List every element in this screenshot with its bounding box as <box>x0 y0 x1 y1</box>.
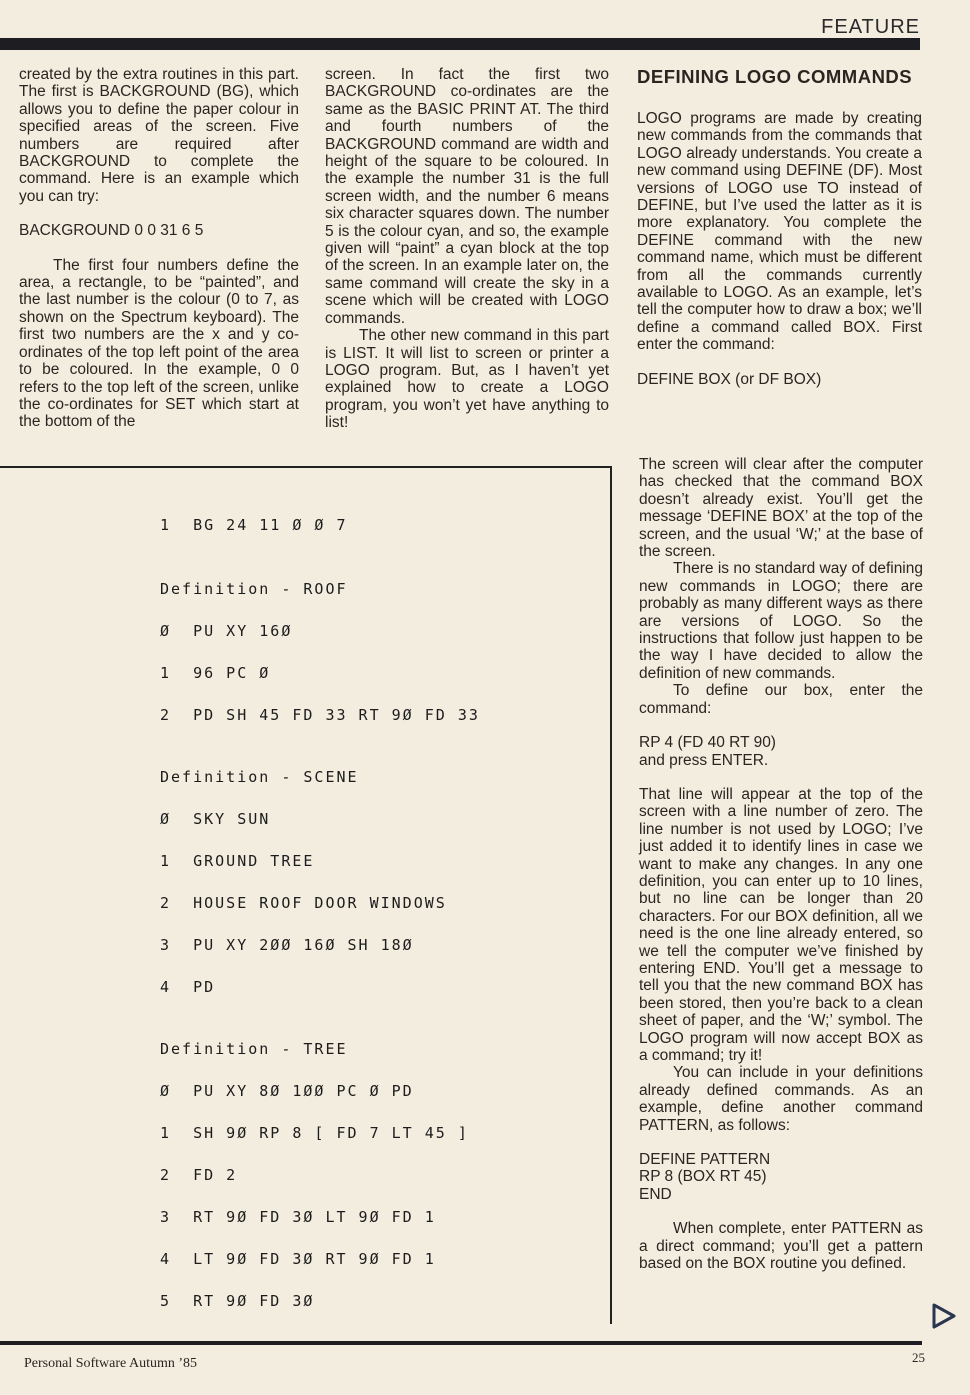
column-2 <box>325 66 609 432</box>
paragraph: LOGO programs are made by creating new commands from the commands that LOGO already understands. You create a new command using DEFINE (DF). Most versions of LOGO use TO instead of DEFINE, but I’ve used the latter as it is more explanatory. You complete the DEFINE command with the new command name, which must be different from all the commands currently available to LOGO. As an example, let’s tell the computer how to draw a box; we’ll define a command called BOX. First enter the command: <box>637 110 922 354</box>
column-1 <box>19 66 299 431</box>
section-heading: DEFINING LOGO COMMANDS <box>637 66 913 87</box>
listing-line: 1 SH 9Ø RP 8 [ FD 7 LT 45 ] <box>160 1124 469 1142</box>
listing-line: 3 RT 9Ø FD 3Ø LT 9Ø FD 1 <box>160 1208 436 1226</box>
code-example: RP 4 (FD 40 RT 90) <box>639 734 776 752</box>
listing-line: 1 GROUND TREE <box>160 852 315 870</box>
listing-definition-heading: Definition - TREE <box>160 1040 348 1058</box>
code-example: END <box>639 1185 672 1203</box>
code-example-note: and press ENTER. <box>639 751 769 769</box>
listing-line: 3 PU XY 2ØØ 16Ø SH 18Ø <box>160 936 414 954</box>
top-rule <box>0 38 920 50</box>
code-example: RP 8 (BOX RT 45) <box>639 1168 767 1186</box>
program-listing-box <box>0 466 612 1324</box>
paragraph: created by the extra routines in this part. The first is BACKGROUND (BG), which allows you to define the paper colour in specified areas of the screen. Five numbers are required after BACKGROUND to complete the command. Here is an example which you can try: <box>19 66 299 205</box>
triangle-right-icon <box>931 1302 957 1330</box>
listing-line: 5 RT 9Ø FD 3Ø <box>160 1292 315 1310</box>
listing-definition-heading: Definition - SCENE <box>160 768 359 786</box>
paragraph: When complete, enter PATTERN as a direct command; you’ll get a pattern based on the BOX routine you defined. <box>639 1220 923 1273</box>
paragraph: There is no standard way of defining new commands in LOGO; there are probably as many different ways as there are versions of LOGO. So the instructions that follow just happen to be the way I have decided to allow the definition of new commands. <box>639 560 923 682</box>
code-example: DEFINE PATTERN <box>639 1151 771 1169</box>
column-3 <box>637 66 922 388</box>
section-tag: FEATURE <box>821 16 920 38</box>
listing-line: 4 LT 9Ø FD 3Ø RT 9Ø FD 1 <box>160 1250 436 1268</box>
listing-line: Ø PU XY 16Ø <box>160 622 293 640</box>
listing-line: Ø SKY SUN <box>160 810 271 828</box>
paragraph: The other new command in this part is LIST. It will list to screen or printer a LOGO program. But, as I haven’t yet explained how to create a LOGO program, you won’t yet have anything to list! <box>325 327 609 432</box>
paragraph: You can include in your definitions already defined commands. As an example, define another command PATTERN, as follows: <box>639 1064 923 1134</box>
paragraph: The first four numbers define the area, a rectangle, to be “painted”, and the last number is the colour (0 to 7, as shown on the Spectrum keyboard). The first two numbers are the x and y coordinates of the top left point of the area to be coloured. In the example, 0 0 refers to the top left of the screen, unlike the co-ordinates for SET which start at the bottom of the <box>19 256 299 431</box>
listing-line: 2 FD 2 <box>160 1166 238 1184</box>
paragraph: To define our box, enter the command: <box>639 682 923 717</box>
listing-line: 1 BG 24 11 Ø Ø 7 <box>160 516 348 534</box>
code-example: BACKGROUND 0 0 31 6 5 <box>19 222 204 240</box>
listing-line: Ø PU XY 8Ø 1ØØ PC Ø PD <box>160 1082 414 1100</box>
listing-definition-heading: Definition - ROOF <box>160 580 348 598</box>
listing-line: 1 96 PC Ø <box>160 664 271 682</box>
listing-line: 2 PD SH 45 FD 33 RT 9Ø FD 33 <box>160 706 480 724</box>
column-3-continued <box>639 456 923 1272</box>
page-number: 25 <box>912 1350 925 1365</box>
listing-line: 2 HOUSE ROOF DOOR WINDOWS <box>160 894 447 912</box>
bottom-rule <box>0 1341 922 1345</box>
paragraph: screen. In fact the first two BACKGROUND co-ordinates are the same as the BASIC PRINT AT. The third and fourth numbers of the BACKGROUND command are width and height of the square to be coloured. In the example the number 31 is the full screen width, and the number 6 means six character squares down. The number 5 is the colour cyan, and so, the example given will “paint” a cyan block at the top of the screen. In an example later on, the same command will create the sky in a scene which will be created with LOGO commands. <box>325 66 609 327</box>
listing-line: 4 PD <box>160 978 216 996</box>
publication-footer: Personal Software Autumn ’85 <box>24 1356 198 1371</box>
code-example: DEFINE BOX (or DF BOX) <box>637 370 822 388</box>
paragraph: That line will appear at the top of the screen with a line number of zero. The line number is not used by LOGO; I’ve just added it to identify lines in case we want to make any changes. In any one definition, you can enter up to 10 lines, but no line can be longer than 20 characters. For our BOX definition, all we need is the one line already entered, so we tell the computer we’ve finished by entering END. You’ll get a message to tell you that the new command BOX has been stored, then you’re back to a clean sheet of paper, and the ‘W;’ symbol. The LOGO program will now accept BOX as a command; try it! <box>639 785 923 1064</box>
paragraph: The screen will clear after the computer has checked that the command BOX doesn’t already exist. You’ll get the message ‘DEFINE BOX’ at the top of the screen, and the usual ‘W;’ at the base of the screen. <box>639 456 923 561</box>
